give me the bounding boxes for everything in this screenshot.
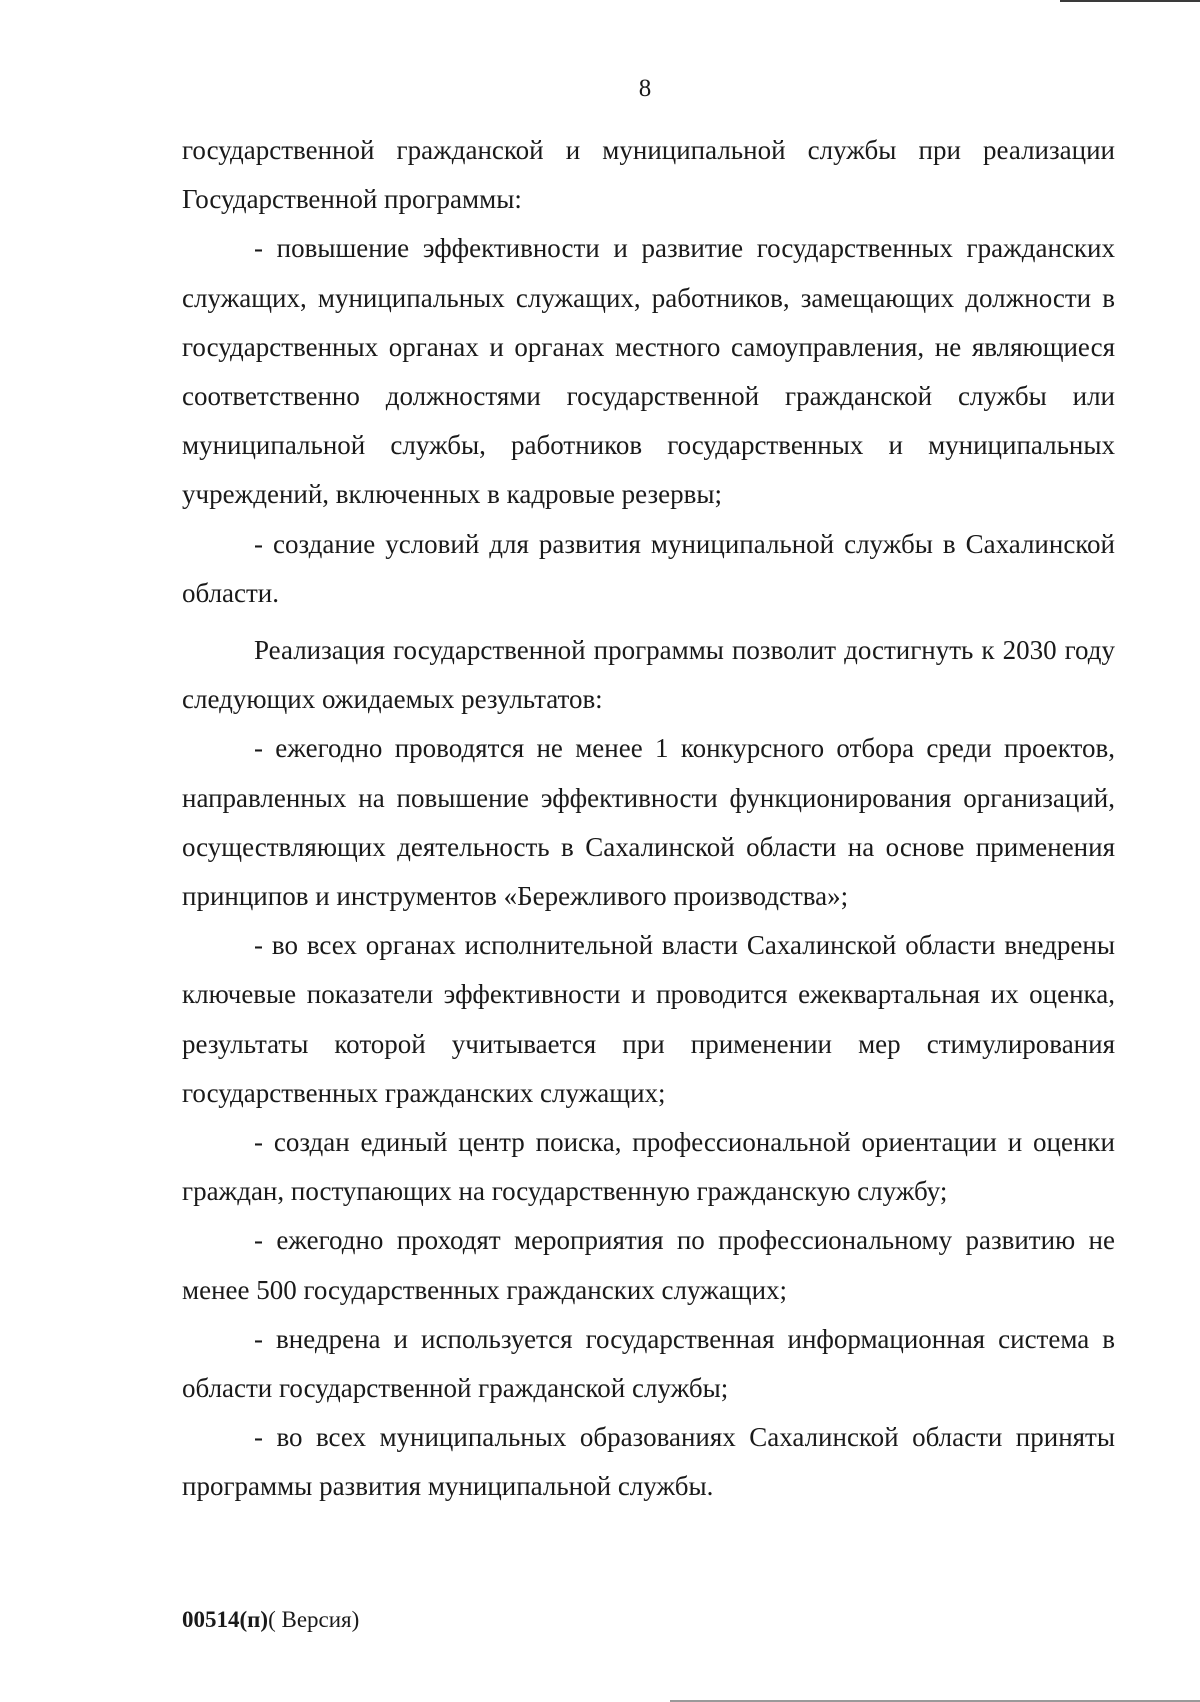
- paragraph-9: - внедрена и используется государственная информационная система в области государственной гражданской службы;: [182, 1323, 1115, 1404]
- body-text: [182, 126, 1115, 1512]
- paragraph-3: - создание условий для развития муниципальной службы в Сахалинской области.: [182, 528, 1115, 608]
- paragraph-10: - во всех муниципальных образованиях Сахалинской области приняты программы развития муниципальной службы.: [182, 1422, 1115, 1502]
- top-edge-rule: [1060, 0, 1200, 2]
- document-footer: [182, 1606, 359, 1634]
- paragraph-4: Реализация государственной программы позволит достигнуть к 2030 году следующих ожидаемых результатов:: [182, 635, 1115, 715]
- paragraph-1: государственной гражданской и муниципальной службы при реализации Государственной программы:: [182, 135, 1115, 215]
- paragraph-5: - ежегодно проводятся не менее 1 конкурсного отбора среди проектов, направленных на повышение эффективности функционирования организаций, осуществляющих деятельность в Сахалинской области на основе применения принципов и инструментов «Бережливого производства»;: [182, 733, 1115, 912]
- paragraph-8: - ежегодно проходят мероприятия по профессиональному развитию не менее 500 государственных гражданских служащих;: [182, 1225, 1115, 1305]
- version-label: ( Версия): [268, 1607, 360, 1632]
- paragraph-7: - создан единый центр поиска, профессиональной ориентации и оценки граждан, поступающих на государственную гражданскую службу;: [182, 1127, 1115, 1207]
- paragraph-2: - повышение эффективности и развитие государственных гражданских служащих, муниципальных служащих, работников, замещающих должности в государственных органах и органах местного самоуправления, не являющиеся соответственно должностями государственной гражданской службы или муниципальной службы, работников государственных и муниципальных учреждений, включенных в кадровые резервы;: [182, 233, 1115, 510]
- document-code: 00514(п): [182, 1607, 269, 1632]
- page-number: 8: [638, 75, 652, 102]
- paragraph-6: - во всех органах исполнительной власти Сахалинской области внедрены ключевые показатели эффективности и проводится ежеквартальная их оценка, результаты которой учитывается при применении мер стимулирования государственных гражданских служащих;: [182, 930, 1115, 1108]
